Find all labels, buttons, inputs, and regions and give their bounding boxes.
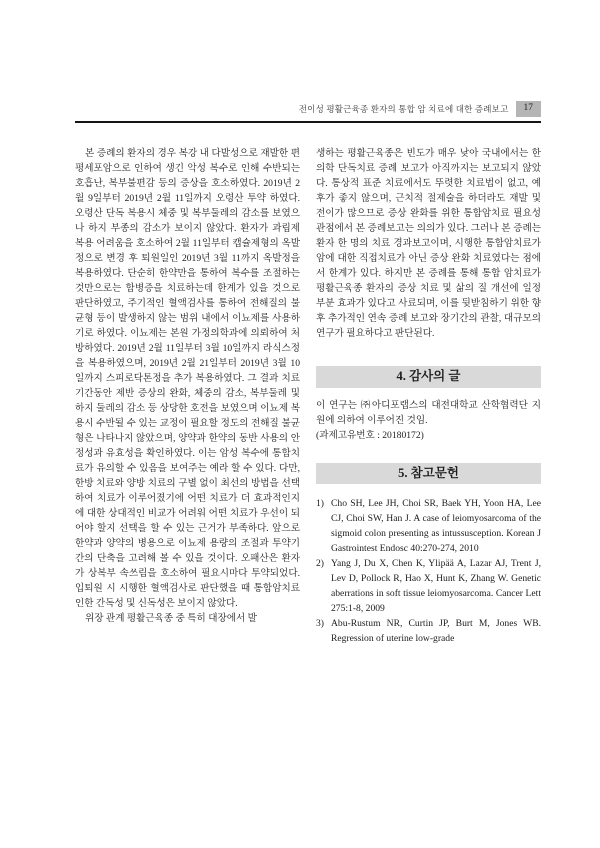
reference-item xyxy=(316,616,541,646)
body-paragraph-discussion: 본 증례의 환자의 경우 복강 내 다발성으로 재발한 편평세포암으로 인하여 생긴 악성 복수로 인해 수반되는 호흡난, 복부불편감 등의 증상을 호소하였다. 2019년 2월 9일부터 2019년 2월 11일까지 오령산 투약 하였다. 오령산 단독 복용시 체중 및 복부둘레의 감소를 보였으나 하지 부종의 감소가 보이지 않았다. 환자가 과립제 복용 어려움을 호소하여 2월 11일부터 캡슐제형의 옥발정으로 변경 후 퇴원일인 2019년 3월 11까지 옥발정을 복용하였다. 단순히 한약만을 통하여 복수를 조절하는 것만으로는 합병증을 치료하는데 한계가 있을 것으로 판단하였고, 주기적인 혈액검사를 통하여 전해질의 불균형 등이 발생하지 않는 범위 내에서 이뇨제를 사용하기로 하였다. 이뇨제는 본원 가정의학과에 의뢰하여 처방하였다. 2019년 2월 11일부터 3월 10일까지 라식스정을 복용하였으며, 2019년 2월 21일부터 2019년 3월 10일까지 스피로닥톤정을 추가 복용하였다. 그 결과 치료기간동안 제반 증상의 완화, 체중의 감소, 복부둘레 및 하지 둘레의 감소 등 상당한 호전을 보였으며 이뇨제 복용시 수반될 수 있는 교정이 필요할 정도의 전해질 불균형은 나타나지 않았으며, 양약과 한약의 동반 사용의 안정성과 유효성을 확인하였다. 이는 암성 복수에 통합치료가 유의할 수 있음을 보여주는 예라 할 수 있다. 다만, 한방 치료와 양방 치료의 구별 없이 최선의 방법을 선택하여 치료가 이루어졌기에 어떤 치료가 더 효과적인지에 대한 상대적인 비교가 어려워 어떤 치료가 우선이 되어야 할지 선택을 할 수 있는 근거가 부족하다. 앞으로 한약과 양약의 병용으로 이뇨제 용량의 조절과 투약기간의 단축을 고려해 볼 수 있을 것이다. 오패산은 환자가 상복부 속쓰림을 호소하여 필요시마다 투약되었다. 입퇴원 시 시행한 혈액검사로 판단했을 때 통합암치료 인한 간독성 및 신독성은 보이지 않았다. xyxy=(75,148,300,609)
running-title: 전이성 평활근육종 환자의 통합 암 치료에 대한 증례보고 xyxy=(298,103,509,114)
page-header xyxy=(75,101,541,117)
project-number: (과제고유번호 : 20180172) xyxy=(316,429,424,441)
section-heading-acknowledgment: 4. 감사의 글 xyxy=(316,366,541,388)
reference-number: 3) xyxy=(316,618,324,629)
reference-number: 1) xyxy=(316,498,324,509)
left-column xyxy=(75,146,300,646)
acknowledgment-text: 이 연구는 ㈜아디포랩스의 대전대학교 산학협력단 지원에 의하여 이루어진 것임. xyxy=(316,399,541,426)
reference-item xyxy=(316,556,541,616)
two-column-body xyxy=(75,146,541,646)
reference-text: Cho SH, Lee JH, Choi SR, Baek YH, Yoon HA, Lee CJ, Choi SW, Han J. A case of leiomyosarcoma of the sigmoid colon presenting as intussusception. Korean J Gastrointest Endosc 40:270-274, 2010 xyxy=(331,498,541,554)
reference-number: 2) xyxy=(316,558,324,569)
section-heading-references: 5. 참고문헌 xyxy=(316,463,541,485)
right-column xyxy=(316,146,541,646)
reference-text: Yang J, Du X, Chen K, Ylipää A, Lazar AJ, Trent J, Lev D, Pollock R, Hao X, Hunt K, Zhang W. Genetic aberrations in soft tissue leiomyosarcoma. Cancer Lett 275:1-8, 2009 xyxy=(331,558,541,614)
reference-item xyxy=(316,496,541,556)
body-paragraph-continuation: 생하는 평활근육종은 빈도가 매우 낮아 국내에서는 한의학 단독치료 증례 보고가 아직까지는 보고되지 않았다. 통상적 표준 치료에서도 뚜렷한 치료법이 없고, 예후가 좋지 않으며, 근치적 절제술을 하더라도 재발 및 전이가 많으므로 증상 완화를 위한 통합암치료 필요성 관점에서 본 증례보고는 의의가 있다. 그러나 본 증례는 환자 한 명의 치료 경과보고이며, 시행한 통합암치료가 암에 대한 직접치료가 아닌 증상 완화 치료였다는 점에서 한계가 있다. 하지만 본 증례를 통해 통합 암치료가 평활근육종 환자의 증상 치료 및 삶의 질 개선에 일정 부분 효과가 있다고 사료되며, 이를 뒷받침하기 위한 향후 추가적인 연속 증례 보고와 장기간의 관찰, 대규모의 연구가 필요하다고 판단된다. xyxy=(316,148,541,339)
reference-text: Abu-Rustum NR, Curtin JP, Burt M, Jones WB. Regression of uterine low-grade xyxy=(331,618,541,644)
header-rule xyxy=(75,121,541,123)
page-number-badge: 17 xyxy=(516,101,542,117)
body-paragraph-leadout: 위장 관계 평활근육종 중 특히 대장에서 발 xyxy=(85,613,257,624)
